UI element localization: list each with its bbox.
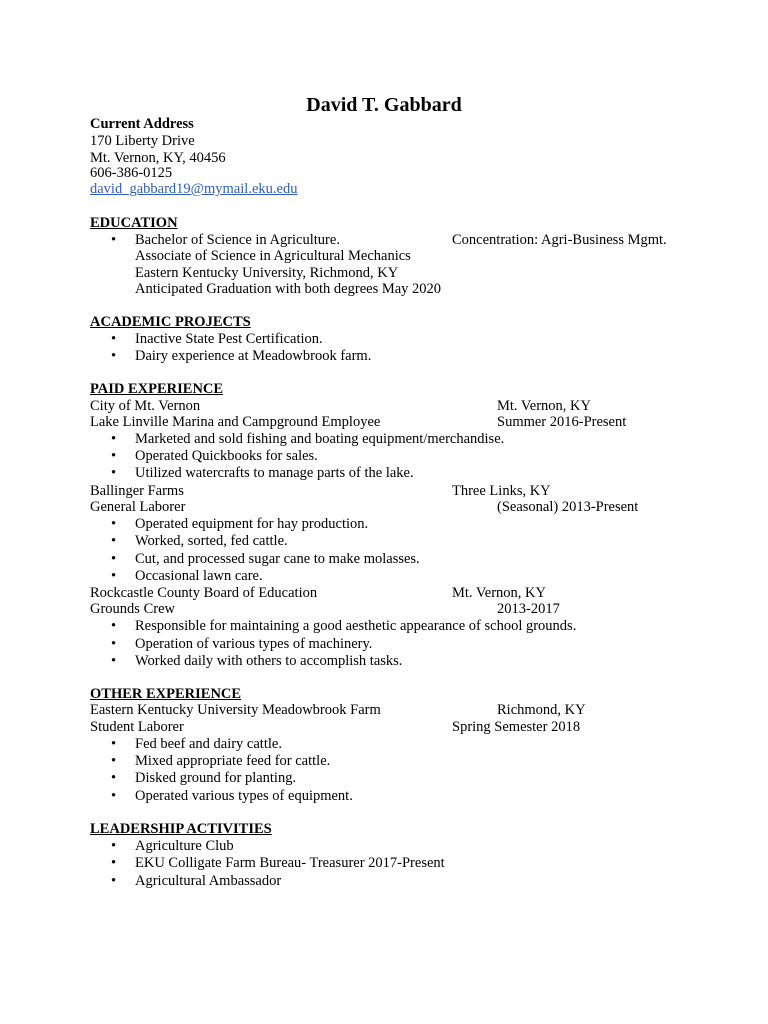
leadership-heading: LEADERSHIP ACTIVITIES: [90, 821, 272, 837]
candidate-name: David T. Gabbard: [306, 94, 462, 116]
job-dates: 2013-2017: [497, 601, 560, 617]
job-title: General Laborer: [90, 499, 186, 515]
job-location: Richmond, KY: [497, 702, 586, 718]
education-concentration: Concentration: Agri-Business Mgmt.: [452, 232, 667, 248]
education-school: Eastern Kentucky University, Richmond, KY: [135, 265, 399, 281]
job-organization: Ballinger Farms: [90, 483, 184, 499]
address-label: Current Address: [90, 116, 194, 132]
education-heading: EDUCATION: [90, 215, 178, 231]
education-graduation: Anticipated Graduation with both degrees May 2020: [135, 281, 442, 297]
resume-page: David T. Gabbard Current Address 170 Liberty Drive Mt. Vernon, KY, 40456 606-386-0125 david_gabbard19@mymail.eku.edu EDUCATION Bachelor of Science in Agriculture. Concentration: Agri-Business Mgmt. Associate of Science in Agricultural Mechanics Eastern Kentucky University, Richmond, KY Anticipated Graduation with both degrees May 2020 ACADEMIC PROJECTS Inactive State Pest Certification. Dairy experience at Meadowbrook farm. PAID EXPERIENCE City of Mt. Vernon Mt. Vernon, KY Lake Linville Marina and Campground Employee Summer 2016-Present Marketed and sold fishing and boating equipment/merchandise. Operated Quickbooks for sales. Utilized watercrafts to manage parts of the lake. Ballinger Farms Three Links, KY General Laborer (Seasonal) 2013-Present Operated equipment for hay production. Worked, sorted, fed cattle. Cut, and processed sugar cane to make molasses. Occasional lawn care. Rockcastle County Board of Education Mt. Vernon, KY Grounds Crew 2013-2017 Responsible for maintaining a good aesthetic appearance of school grounds. Operation of various types of machinery. Worked daily with others to accomplish tasks. OTHER EXPERIENCE Eastern Kentucky University Meadowbrook Farm Richmond, KY Student Laborer Spring Semester 2018 Fed beef and dairy cattle. Mixed appropriate feed for cattle. Disked ground for planting. Operated various types of equipment. LEADERSHIP ACTIVITIES Agriculture Club EKU Colligate Farm Bureau- Treasurer 2017-Present Agricultural Ambassador: [0, 0, 768, 1024]
job-location: Mt. Vernon, KY: [497, 398, 591, 414]
phone-number: 606-386-0125: [90, 165, 173, 181]
education-associate: Associate of Science in Agricultural Mechanics: [135, 248, 411, 264]
job-location: Mt. Vernon, KY: [452, 585, 546, 601]
paid-experience-heading: PAID EXPERIENCE: [90, 381, 224, 397]
job-organization: Rockcastle County Board of Education: [90, 585, 318, 601]
street-address: 170 Liberty Drive: [90, 133, 195, 149]
job-organization: City of Mt. Vernon: [90, 398, 201, 414]
other-experience-heading: OTHER EXPERIENCE: [90, 686, 242, 702]
email-link[interactable]: david_gabbard19@mymail.eku.edu: [90, 181, 298, 197]
job-dates: (Seasonal) 2013-Present: [497, 499, 639, 515]
job-dates: Summer 2016-Present: [497, 414, 627, 430]
city-state-zip: Mt. Vernon, KY, 40456: [90, 150, 226, 166]
projects-heading: ACADEMIC PROJECTS: [90, 314, 251, 330]
job-dates: Spring Semester 2018: [452, 719, 581, 735]
job-title: Lake Linville Marina and Campground Employee: [90, 414, 381, 430]
job-organization: Eastern Kentucky University Meadowbrook Farm: [90, 702, 381, 718]
job-title: Grounds Crew: [90, 601, 175, 617]
job-title: Student Laborer: [90, 719, 184, 735]
job-location: Three Links, KY: [452, 483, 551, 499]
